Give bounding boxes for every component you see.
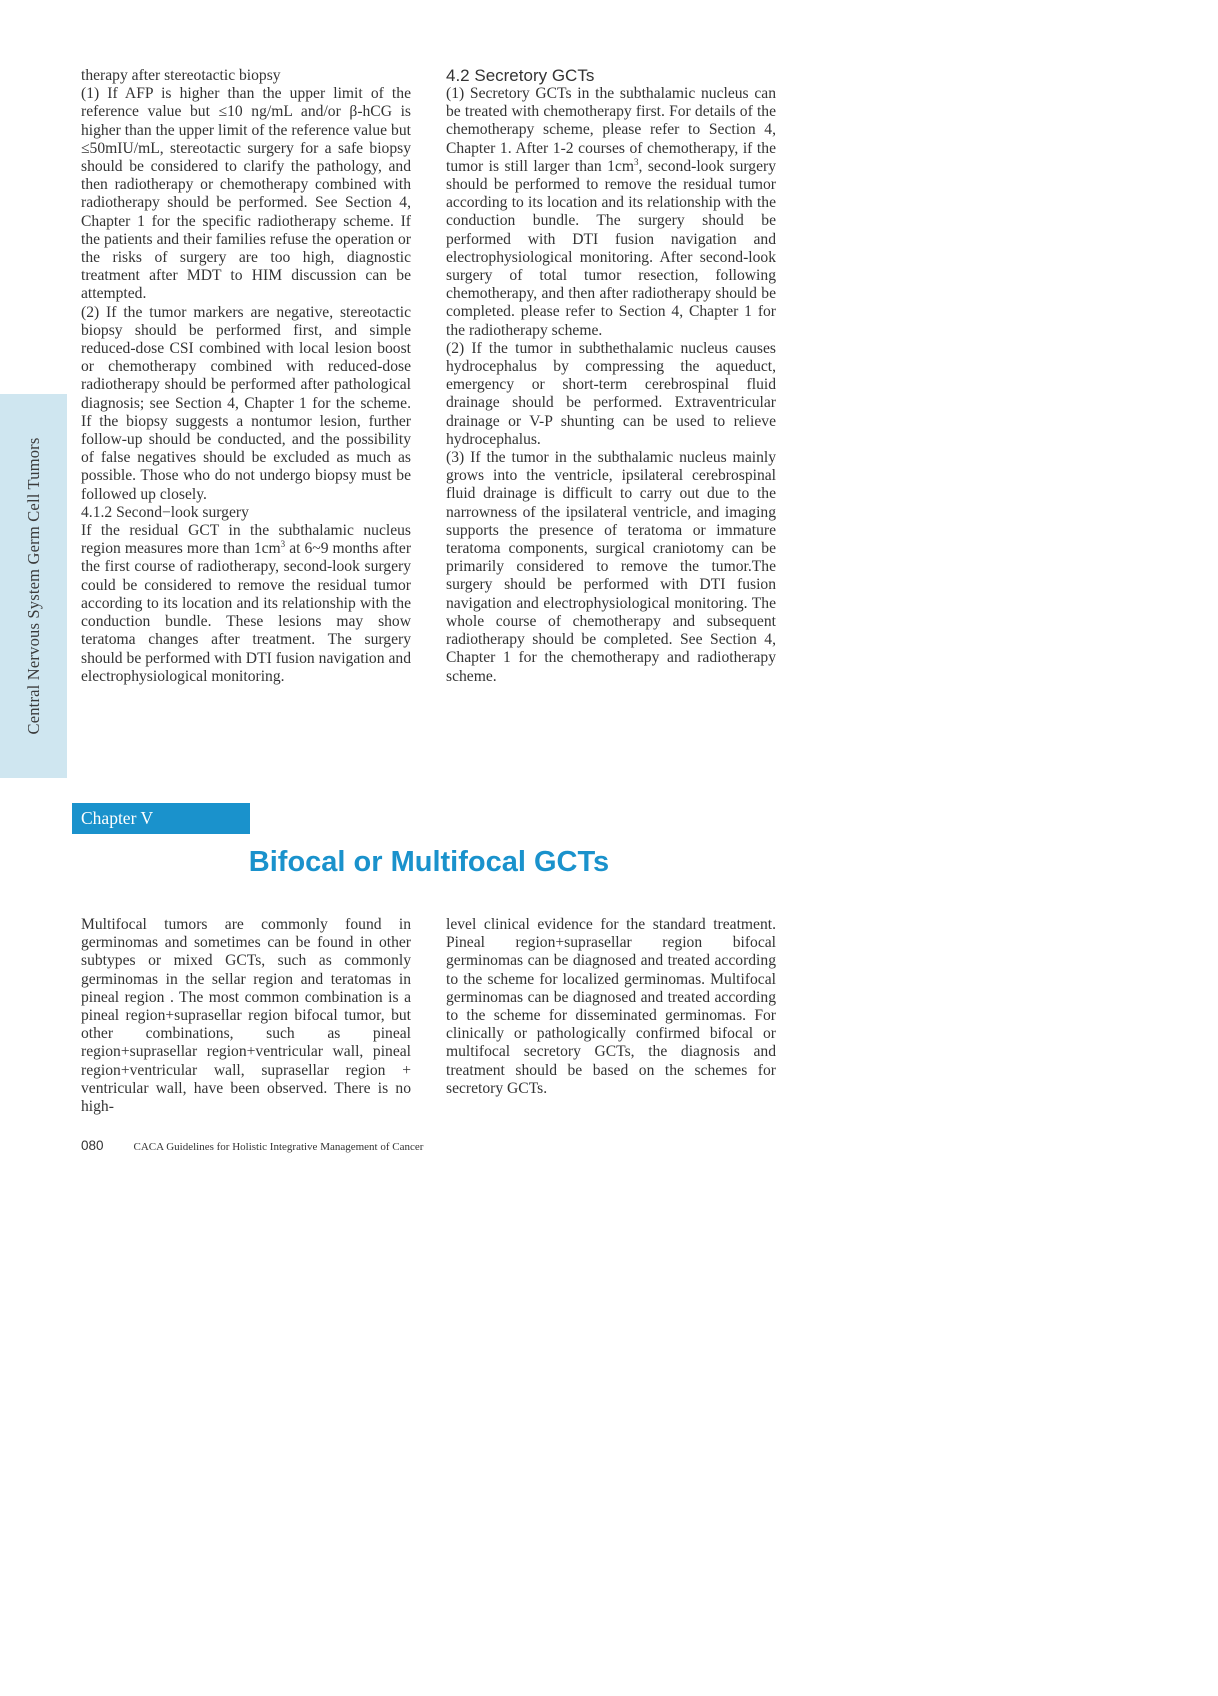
page-footer (81, 1138, 423, 1153)
paragraph: therapy after stereotactic biopsy (81, 67, 281, 84)
page-number: 080 (81, 1138, 104, 1153)
superscript: 3 (634, 156, 639, 167)
side-section-label: Central Nervous System Germ Cell Tumors (23, 437, 43, 735)
text-span: (1) Secretory GCTs in the subthalamic nucleus can be treated with chemotherapy first. For details of the chemotherapy scheme, please refer to Section 4, Chapter 1. After 1-2 courses of chemotherapy, if the tumor is still larger than 1cm (446, 85, 776, 175)
section-heading-4-2: 4.2 Secretory GCTs (446, 66, 595, 85)
paragraph: (2) If the tumor markers are negative, stereotactic biopsy should be performed first, and simple reduced-dose CSI combined with local lesion boost or chemotherapy combined with reduced-dose radiotherapy should be performed after pathological diagnosis; see Section 4, Chapter 1 for the scheme. If the biopsy suggests a nontumor lesion, further follow-up should be conducted, and the possibility of false negatives should be excluded as much as possible. Those who do not undergo biopsy must be followed up closely. (81, 303, 411, 503)
paragraph: (2) If the tumor in subthethalamic nucleus causes hydrocephalus by compressing the aqueduct, emergency or short-term cerebrospinal fluid drainage should be performed. Extraventricular drainage or V-P shunting can be used to relieve hydrocephalus. (446, 339, 776, 448)
left-column-top (81, 67, 411, 686)
paragraph (81, 522, 411, 686)
right-column-top (446, 67, 776, 686)
chapter-title: Bifocal or Multifocal GCTs (248, 846, 610, 878)
paragraph: level clinical evidence for the standard treatment. Pineal region+suprasellar region bifocal germinomas can be diagnosed and treated according to the scheme for localized germinomas. Multifocal germinomas can be diagnosed and treated according to the scheme for disseminated germinomas. For clinically or pathologically confirmed bifocal or multifocal secretory GCTs, the diagnosis and treatment should be based on the schemes for secretory GCTs. (446, 916, 776, 1097)
paragraph (446, 85, 776, 340)
section-heading-4-1-2: 4.1.2 Second−look surgery (81, 503, 249, 521)
text-span: at 6~9 months after the first course of radiotherapy, second-look surgery could be considered to remove the residual tumor according to its location and its relationship with the conduction bundle. These lesions may show teratoma changes after treatment. The surgery should be performed with DTI fusion navigation and electrophysiological monitoring. (81, 540, 412, 685)
side-section-tab (0, 394, 67, 778)
paragraph: Multifocal tumors are commonly found in germinomas and sometimes can be found in other subtypes or mixed GCTs, such as commonly germinomas in the sellar region and teratomas in pineal region . The most common combination is a pineal region+suprasellar region bifocal tumor, but other combinations, such as pineal region+suprasellar region+ventricular wall, pineal region+ventricular wall, suprasellar region + ventricular wall, have been observed. There is no high- (81, 916, 411, 1116)
left-column-bottom (81, 916, 411, 1116)
text-span: If the residual GCT in the subthalamic nucleus region measures more than 1cm (81, 522, 411, 558)
chapter-label: Chapter V (72, 803, 250, 834)
text-span: , second-look surgery should be performed to remove the residual tumor according to its location and its relationship with the conduction bundle. The surgery should be performed with DTI fusion navigation and electrophysiological monitoring. After second-look surgery of total tumor resection, following chemotherapy, and then after radiotherapy should be completed. please refer to Section 4, Chapter 1 for the radiotherapy scheme. (446, 157, 776, 339)
paragraph: (3) If the tumor in the subthalamic nucleus mainly grows into the ventricle, ipsilateral cerebrospinal fluid drainage is difficult to carry out due to the narrowness of the ipsilateral ventricle, and imaging supports the presence of teratoma or immature teratoma components, surgical craniotomy can be primarily considered to remove the tumor.The surgery should be performed with DTI fusion navigation and electrophysiological monitoring. The whole course of chemotherapy and subsequent radiotherapy should be completed. See Section 4, Chapter 1 for the chemotherapy and radiotherapy scheme. (446, 449, 776, 685)
footer-text: CACA Guidelines for Holistic Integrative Management of Cancer (133, 1141, 424, 1153)
paragraph: (1) If AFP is higher than the upper limit of the reference value but ≤10 ng/mL and/or β-hCG is higher than the upper limit of the reference value but ≤50mIU/mL, stereotactic surgery for a safe biopsy should be considered to clarify the pathology, and then radiotherapy or chemotherapy combined with radiotherapy should be performed. See Section 4, Chapter 1 for the specific radiotherapy scheme. If the patients and their families refuse the operation or the risks of surgery are too high, diagnostic treatment after MDT to HIM discussion can be attempted. (81, 85, 411, 303)
right-column-bottom (446, 916, 776, 1098)
superscript: 3 (280, 539, 286, 550)
